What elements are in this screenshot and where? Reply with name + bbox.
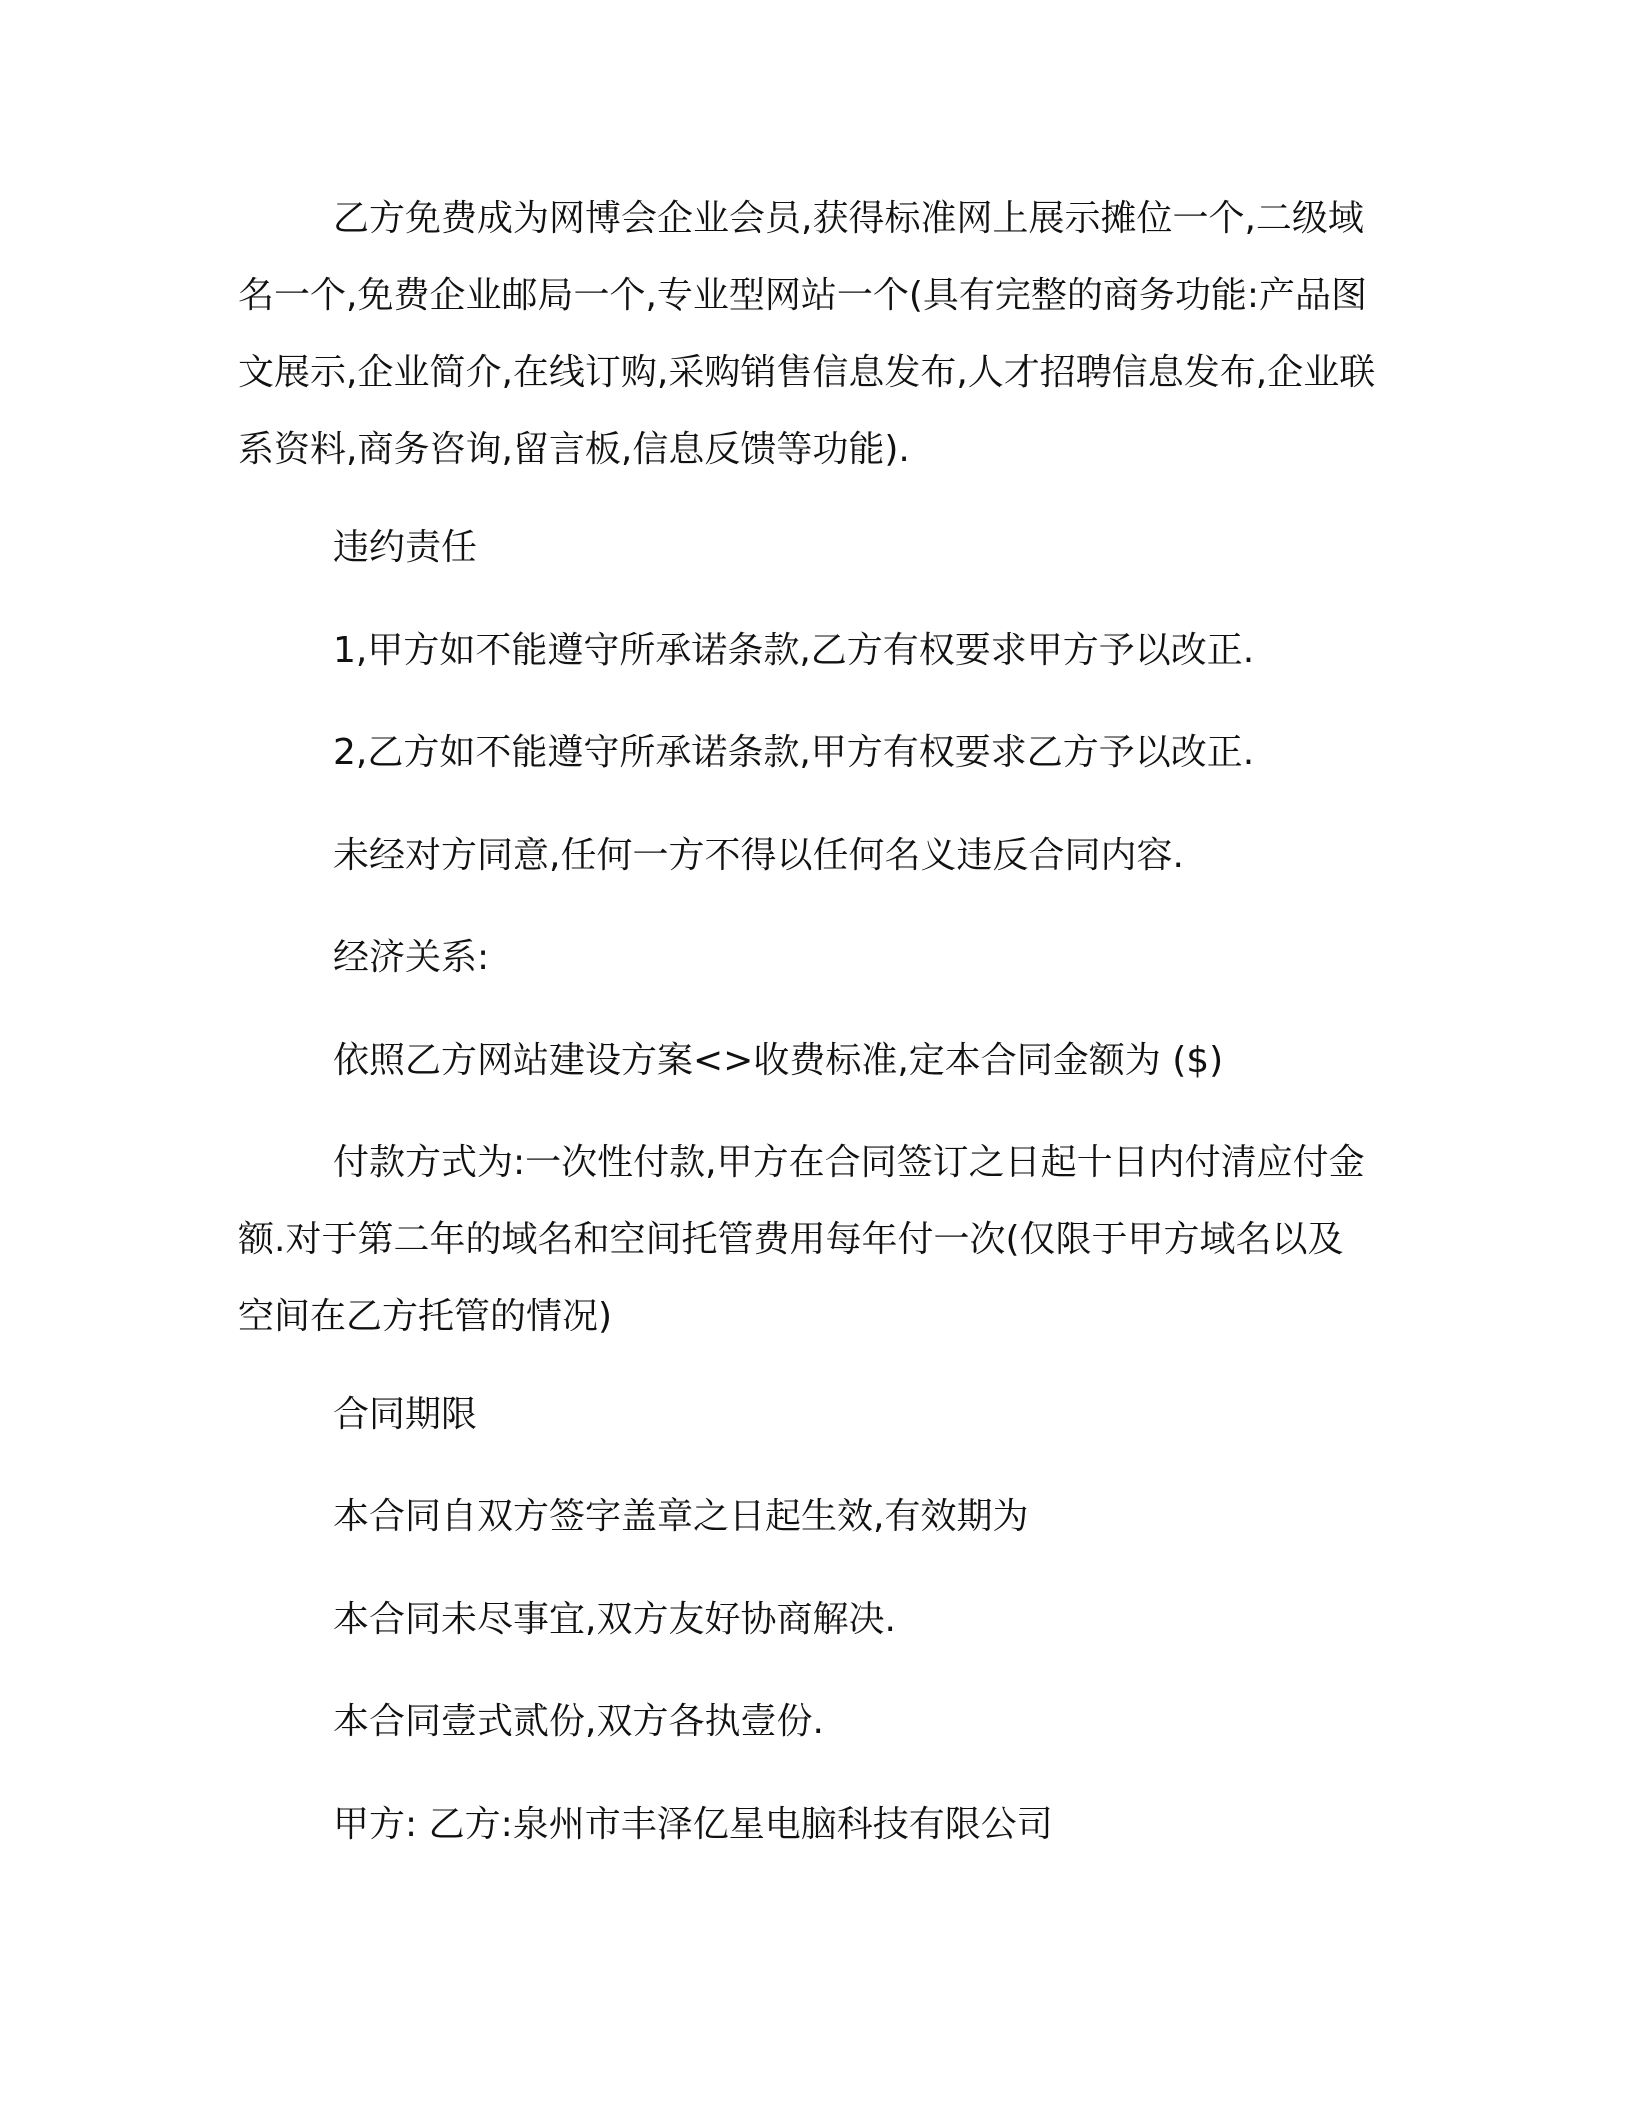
paragraph-unresolved-matters: 本合同未尽事宜,双方友好协商解决. bbox=[333, 1599, 896, 1640]
heading-economic-relations: 经济关系: bbox=[333, 937, 490, 978]
paragraph-signatories: 甲方: 乙方:泉州市丰泽亿星电脑科技有限公司 bbox=[333, 1804, 1053, 1845]
paragraph-member-benefits: 乙方免费成为网博会企业会员,获得标准网上展示摊位一个,二级域名一个,免费企业邮局一个,专业型网站一个(具有完整的商务功能:产品图文展示,企业简介,在线订购,采购销售信息发布,人才招聘信息发布,企业联系资料,商务咨询,留言板,信息反馈等功能). bbox=[238, 198, 1376, 470]
heading-breach-liability: 违约责任 bbox=[333, 527, 478, 568]
paragraph-effective-date: 本合同自双方签字盖章之日起生效,有效期为 bbox=[333, 1496, 1029, 1537]
paragraph-contract-amount: 依照乙方网站建设方案<>收费标准,定本合同金额为 ($) bbox=[333, 1040, 1224, 1081]
paragraph-breach-party-a: 1,甲方如不能遵守所承诺条款,乙方有权要求甲方予以改正. bbox=[333, 630, 1255, 671]
heading-contract-term: 合同期限 bbox=[333, 1394, 478, 1435]
paragraph-payment-terms: 付款方式为:一次性付款,甲方在合同签订之日起十日内付清应付金额.对于第二年的域名和空间托管费用每年付一次(仅限于甲方域名以及空间在乙方托管的情况) bbox=[238, 1142, 1365, 1337]
paragraph-copies: 本合同壹式贰份,双方各执壹份. bbox=[333, 1701, 824, 1742]
paragraph-breach-party-b: 2,乙方如不能遵守所承诺条款,甲方有权要求乙方予以改正. bbox=[333, 732, 1255, 773]
paragraph-consent-clause: 未经对方同意,任何一方不得以任何名义违反合同内容. bbox=[333, 835, 1184, 876]
